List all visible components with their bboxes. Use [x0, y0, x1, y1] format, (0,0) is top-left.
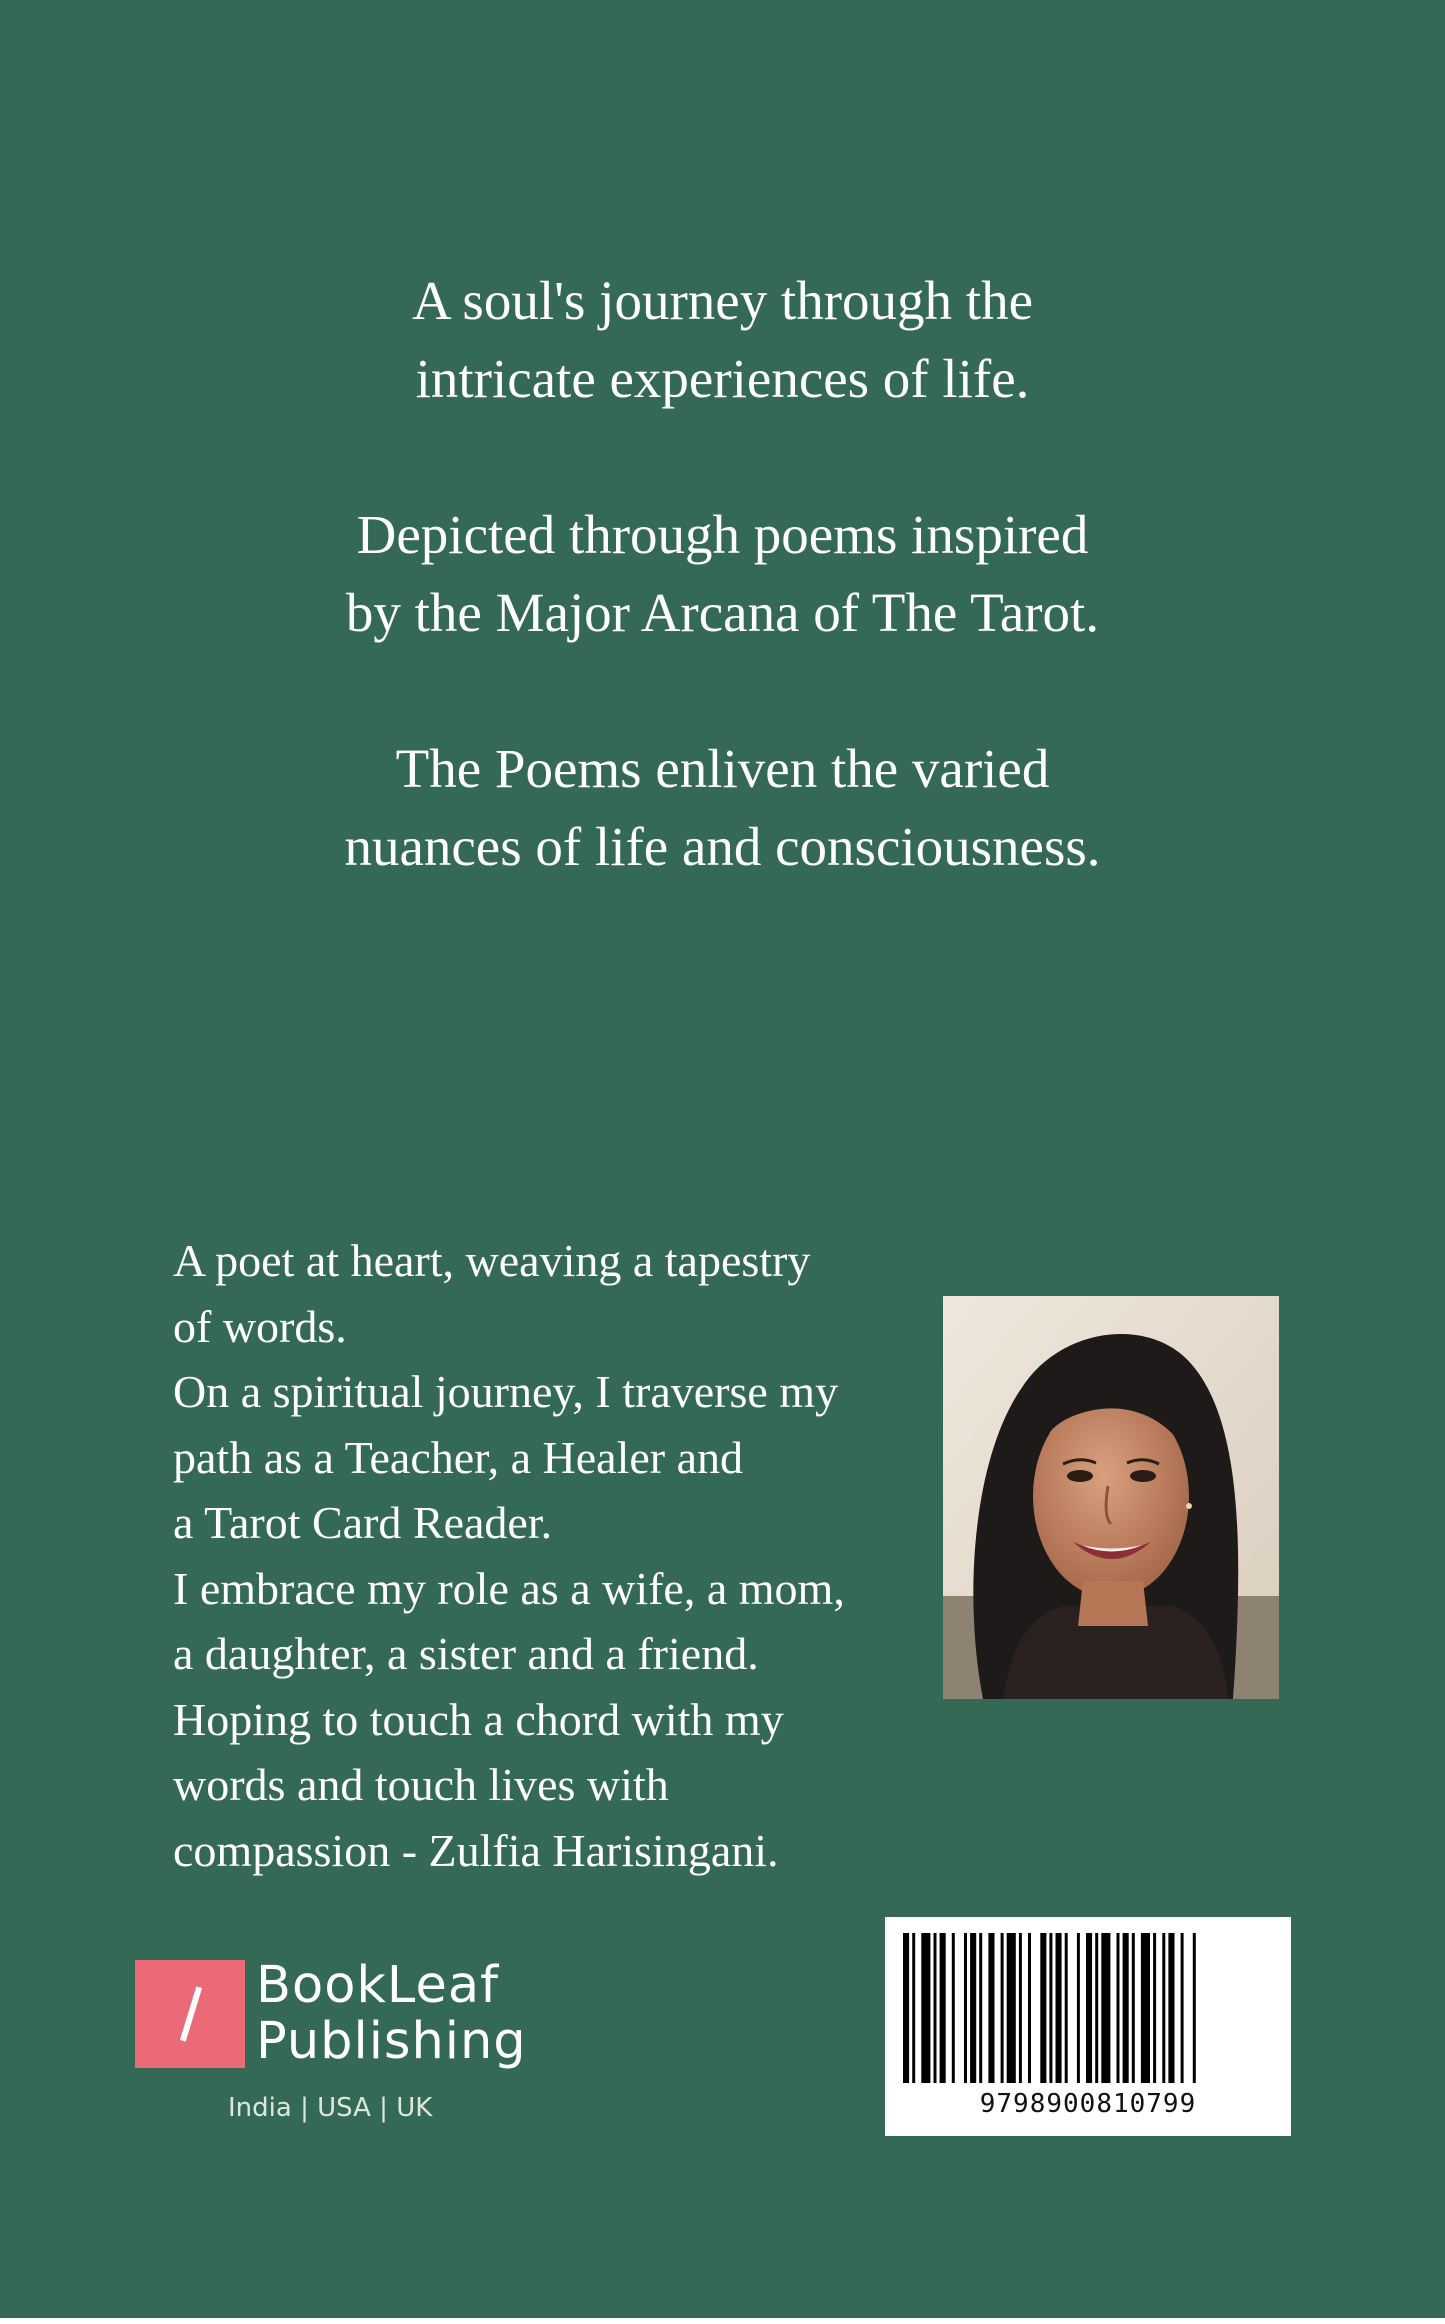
barcode-bar — [1181, 1933, 1184, 2083]
barcode-bar — [1193, 1933, 1196, 2083]
bio-line: words and touch lives with — [173, 1759, 669, 1810]
barcode-bar — [1095, 1933, 1098, 2083]
blurb-line: The Poems enliven the varied — [395, 738, 1050, 799]
publisher-name-line-1: BookLeaf — [256, 1956, 500, 2015]
blurb-line: Depicted through poems inspired — [356, 504, 1089, 565]
barcode-bar — [1141, 1933, 1150, 2083]
blurb-paragraph-1 — [0, 262, 1445, 418]
bio-line: a Tarot Card Reader. — [173, 1497, 553, 1548]
barcode-bar — [1168, 1933, 1174, 2083]
barcode-bar — [1056, 1933, 1062, 2083]
barcode-bar — [1040, 1933, 1046, 2083]
barcode-number: 9798900810799 — [979, 2089, 1197, 2119]
barcode-bar — [1086, 1933, 1092, 2083]
barcode-bar — [1007, 1933, 1016, 2083]
barcode-bar — [1123, 1933, 1129, 2083]
bio-line: I embrace my role as a wife, a mom, — [173, 1562, 845, 1614]
isbn-barcode — [885, 1917, 1291, 2136]
barcode-bar — [970, 1933, 976, 2083]
author-bio — [173, 1228, 933, 1883]
author-photo — [943, 1296, 1279, 1699]
publisher-name — [256, 1958, 527, 2070]
barcode-bar — [1019, 1933, 1022, 2083]
bio-line: of words. — [173, 1300, 347, 1352]
barcode-bar — [988, 1933, 994, 2083]
blurb-line: by the Major Arcana of The Tarot. — [345, 582, 1100, 643]
barcode-bar — [1132, 1933, 1135, 2083]
blurb-paragraph-3 — [0, 730, 1445, 886]
blurb-text — [0, 262, 1445, 886]
barcode-bar — [952, 1933, 955, 2083]
bio-line: path as a Teacher, a Healer and — [173, 1431, 744, 1483]
bio-line: A poet at heart, weaving a tapestry — [173, 1235, 811, 1286]
bio-line: a daughter, a sister and a friend. — [173, 1628, 759, 1679]
bio-line: On a spiritual journey, I traverse my — [173, 1366, 839, 1417]
publisher-name-line-2: Publishing — [256, 2012, 527, 2071]
barcode-bar — [1077, 1933, 1080, 2083]
barcode-bar — [979, 1933, 982, 2083]
barcode-bar — [921, 1933, 930, 2083]
barcode-bar — [1153, 1933, 1156, 2083]
slash-icon — [180, 1986, 202, 2041]
bio-line: compassion - Zulfia Harisingani. — [173, 1824, 779, 1876]
publisher-regions: India | USA | UK — [228, 2093, 433, 2123]
bio-line: Hoping to touch a chord with my — [173, 1693, 784, 1745]
barcode-bar — [1065, 1933, 1068, 2083]
barcode-bar — [1001, 1933, 1004, 2083]
barcode-bar — [1049, 1933, 1052, 2083]
barcode-bar — [1162, 1933, 1165, 2083]
barcode-bar — [903, 1933, 909, 2083]
blurb-line: nuances of life and consciousness. — [344, 816, 1101, 877]
barcode-bar — [912, 1933, 915, 2083]
bookleaf-logo — [135, 1960, 245, 2068]
blurb-paragraph-2 — [0, 496, 1445, 652]
blurb-line: intricate experiences of life. — [415, 348, 1030, 409]
barcode-bar — [940, 1933, 946, 2083]
blurb-line: A soul's journey through the — [412, 270, 1033, 331]
barcode-bar — [964, 1933, 967, 2083]
barcode-bar — [934, 1933, 937, 2083]
barcode-bar — [1028, 1933, 1031, 2083]
barcode-bar — [1101, 1933, 1110, 2083]
barcode-bar — [1117, 1933, 1120, 2083]
